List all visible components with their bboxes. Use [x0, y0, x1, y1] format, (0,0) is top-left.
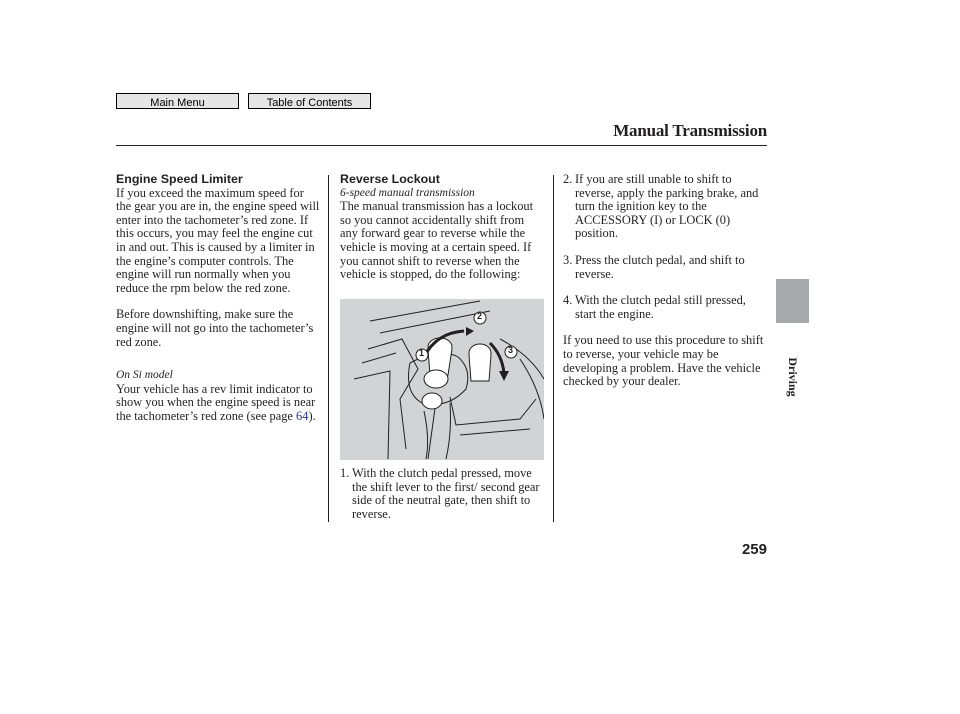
shift-lever-illustration: [340, 299, 544, 460]
paragraph-text: Your vehicle has a rev limit indicator to show you when the engine speed is near the tachometer’s red zone (see page: [116, 381, 316, 423]
section-heading: Reverse Lockout: [340, 172, 440, 186]
step-number: 4.: [563, 293, 573, 308]
section-tab: [776, 279, 809, 323]
page-link[interactable]: 64: [296, 408, 309, 423]
step-text: With the clutch pedal still pressed, start the engine.: [575, 293, 746, 321]
paragraph: The manual transmission has a lockout so you cannot accidentally shift from any forward gear to reverse while the vehicle is moving at a certain speed. If you cannot shift to reverse when the vehicle is stopped, do the following:: [340, 199, 534, 282]
model-note: On Si model: [116, 369, 173, 382]
paragraph-text-end: ).: [308, 408, 316, 423]
callout-2: 2: [477, 311, 483, 321]
paragraph: If you exceed the maximum speed for the gear you are in, the engine speed will enter into the tachometer’s red zone. If this occurs, you may feel the engine cut in and out. This is caused by a limiter in the engine’s computer controls. The engine will run normally when you reduce the rpm below the red zone.: [116, 185, 320, 295]
page-title: Manual Transmission: [613, 121, 767, 140]
column-divider: [553, 175, 554, 522]
step-text: Press the clutch pedal, and shift to reverse.: [575, 252, 745, 281]
step-number: 2.: [563, 172, 573, 186]
step-4: [563, 294, 769, 321]
step-number: 3.: [563, 252, 573, 267]
paragraph: If you need to use this procedure to shift to reverse, your vehicle may be developing a problem. Have the vehicle checked by your dealer.: [563, 333, 764, 389]
callout-3: 3: [508, 345, 514, 355]
table-of-contents-button[interactable]: Table of Contents: [248, 93, 371, 109]
section-tab-label: Driving: [786, 357, 800, 397]
page-number: 259: [741, 541, 767, 558]
reverse-lockout-section: [340, 173, 545, 282]
reverse-lockout-steps: [563, 173, 769, 389]
column-divider: [328, 175, 329, 522]
step-3: [563, 254, 769, 281]
main-menu-button[interactable]: Main Menu: [116, 93, 239, 109]
step-1: [340, 467, 545, 521]
step-2: [563, 173, 769, 241]
step-text: With the clutch pedal pressed, move the shift lever to the first/ second gear side of the neutral gate, then shift to reverse.: [352, 466, 540, 521]
paragraph: Before downshifting, make sure the engine will not go into the tachometer’s red zone.: [116, 307, 314, 349]
step-number: 1.: [340, 466, 350, 480]
engine-speed-limiter-section: [116, 173, 322, 424]
section-subheading: 6-speed manual transmission: [340, 186, 475, 199]
header-rule: [116, 145, 767, 146]
paragraph: [116, 383, 322, 424]
callout-1: 1: [419, 348, 425, 358]
shift-lever-drawing: [340, 299, 544, 460]
step-text: If you are still unable to shift to reverse, apply the parking brake, and turn the ignition key to the ACCESSORY (I) or LOCK (0) position.: [575, 172, 759, 241]
section-heading: Engine Speed Limiter: [116, 172, 243, 186]
